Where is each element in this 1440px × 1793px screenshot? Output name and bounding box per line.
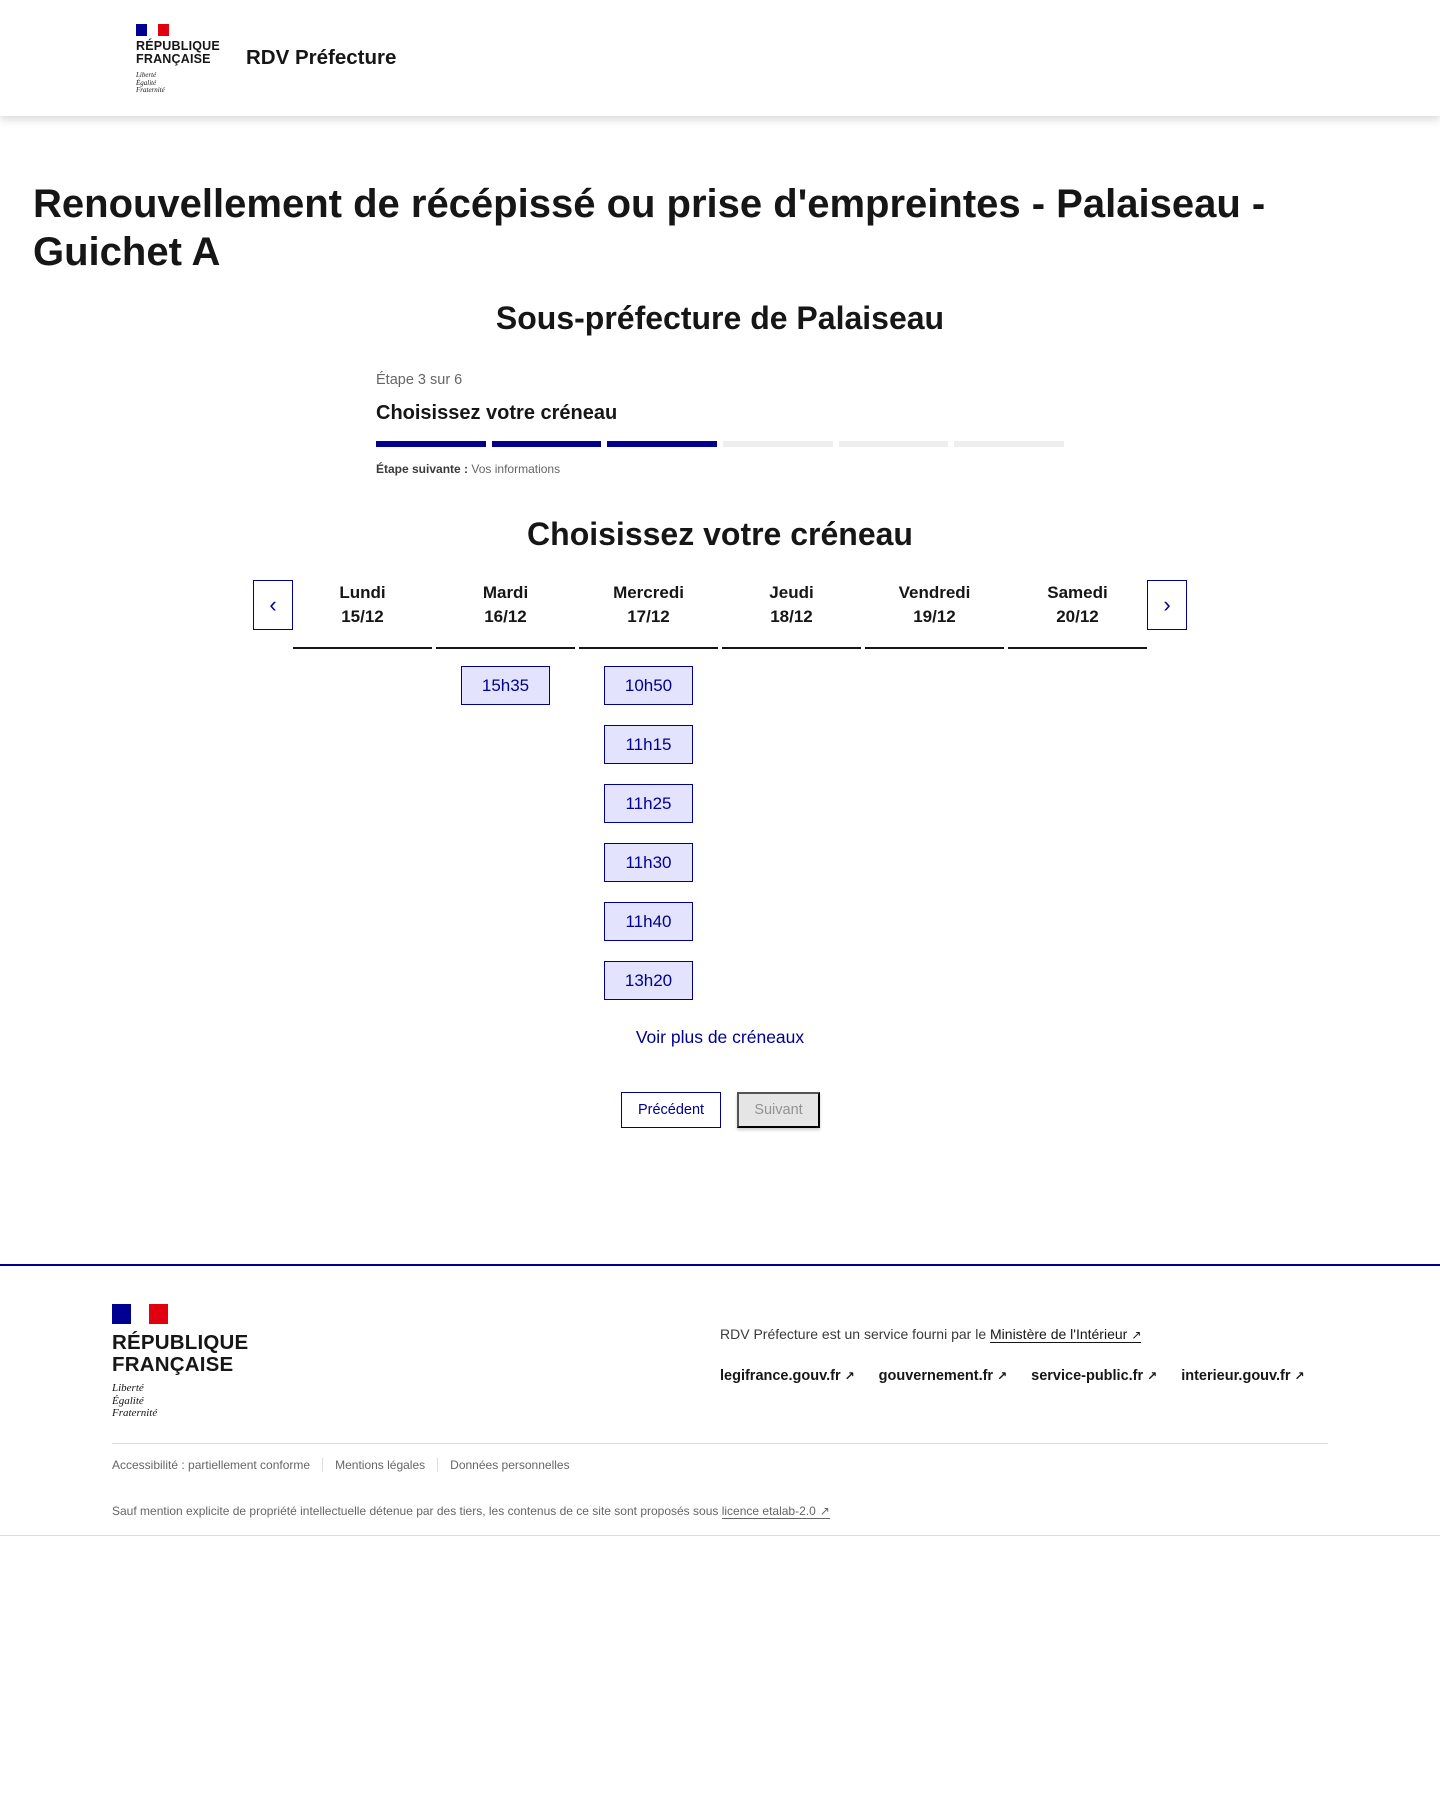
footer-links — [720, 1368, 1305, 1384]
day-date: 16/12 — [484, 607, 527, 626]
external-link-icon: ↗ — [1131, 1328, 1142, 1342]
day-header — [293, 580, 432, 649]
day-date: 15/12 — [341, 607, 384, 626]
external-link-icon: ↗ — [819, 1504, 830, 1518]
footer-bottom-link[interactable]: Accessibilité : partiellement conforme — [112, 1458, 311, 1472]
day-name: Vendredi — [898, 583, 971, 602]
external-link-icon: ↗ — [1147, 1369, 1158, 1383]
day-name: Samedi — [1047, 583, 1108, 602]
day-date: 17/12 — [627, 607, 670, 626]
footer-logo-text: RÉPUBLIQUE FRANÇAISE — [112, 1331, 249, 1376]
next-button[interactable]: Suivant — [737, 1092, 820, 1128]
stepper-bar — [723, 441, 833, 447]
stepper-next-step: Étape suivante : Vos informations — [376, 462, 561, 476]
ministry-link[interactable]: Ministère de l'Intérieur ↗ — [990, 1326, 1142, 1342]
footer-external-link[interactable]: gouvernement.fr ↗ — [878, 1368, 1008, 1384]
marianne-flag-icon — [112, 1304, 168, 1324]
time-slot-button[interactable]: 11h30 — [604, 843, 693, 882]
site-header — [0, 0, 1440, 116]
day-name: Mercredi — [613, 583, 684, 602]
republique-francaise-logo[interactable] — [136, 24, 222, 95]
next-week-button[interactable] — [1147, 580, 1187, 630]
external-link-icon: ↗ — [844, 1369, 855, 1383]
time-slot-button[interactable]: 11h40 — [604, 902, 693, 941]
page-title: Renouvellement de récépissé ou prise d'empreintes - Palaiseau - Guichet A — [33, 182, 1266, 274]
previous-week-button[interactable] — [253, 580, 293, 630]
footer-bottom-link[interactable]: Mentions légales — [322, 1458, 437, 1472]
stepper-bar — [954, 441, 1064, 447]
day-name: Jeudi — [769, 583, 814, 602]
license-link[interactable]: licence etalab-2.0 ↗ — [721, 1504, 830, 1518]
footer-bottom-links — [112, 1458, 582, 1472]
footer-description: RDV Préfecture est un service fourni par le Ministère de l'Intérieur ↗ — [720, 1326, 1142, 1342]
previous-button[interactable]: Précédent — [621, 1092, 721, 1128]
day-name: Lundi — [339, 583, 386, 602]
stepper-title: Choisissez votre créneau — [376, 402, 618, 424]
footer-external-link[interactable]: service-public.fr ↗ — [1031, 1368, 1158, 1384]
footer-logo-motto: Liberté Égalité Fraternité — [112, 1382, 158, 1419]
footer-republique-francaise-logo[interactable] — [112, 1304, 262, 1420]
stepper-bar — [376, 441, 486, 447]
time-slot-button[interactable]: 11h15 — [604, 725, 693, 764]
logo-text: RÉPUBLIQUE FRANÇAISE — [136, 39, 220, 66]
stepper — [376, 372, 1064, 476]
stepper-bar — [839, 441, 949, 447]
day-header — [436, 580, 575, 649]
day-header — [865, 580, 1004, 649]
logo-motto: Liberté Égalité Fraternité — [136, 71, 165, 94]
external-link-icon: ↗ — [1294, 1369, 1305, 1383]
day-date: 20/12 — [1056, 607, 1099, 626]
stepper-state: Étape 3 sur 6 — [376, 372, 463, 388]
footer-external-link[interactable]: legifrance.gouv.fr ↗ — [720, 1368, 855, 1384]
time-slot-button[interactable]: 11h25 — [604, 784, 693, 823]
day-name: Mardi — [482, 583, 529, 602]
time-slot-button[interactable]: 15h35 — [461, 666, 550, 705]
section-title: Choisissez votre créneau — [527, 516, 913, 552]
footer-divider — [112, 1443, 1328, 1444]
site-footer — [0, 1264, 1440, 1536]
footer-external-link[interactable]: interieur.gouv.fr ↗ — [1181, 1368, 1305, 1384]
chevron-left-icon: ‹ — [269, 592, 277, 617]
more-slots-link[interactable]: Voir plus de créneaux — [635, 1027, 805, 1047]
day-header — [579, 580, 718, 649]
time-slot-button[interactable]: 10h50 — [604, 666, 693, 705]
day-date: 19/12 — [913, 607, 956, 626]
footer-bottom-link[interactable]: Données personnelles — [437, 1458, 581, 1472]
day-header — [1008, 580, 1147, 649]
chevron-right-icon: › — [1163, 592, 1171, 617]
external-link-icon: ↗ — [997, 1369, 1008, 1383]
stepper-bar — [492, 441, 602, 447]
marianne-flag-icon — [136, 24, 169, 36]
stepper-progress — [376, 441, 1064, 447]
time-slot-button[interactable]: 13h20 — [604, 961, 693, 1000]
day-header — [722, 580, 861, 649]
footer-license: Sauf mention explicite de propriété intellectuelle détenue par des tiers, les contenus de ce site sont proposés sous licence etalab-2.0 ↗ — [112, 1504, 830, 1518]
service-name[interactable]: RDV Préfecture — [246, 46, 397, 69]
page-subtitle: Sous-préfecture de Palaiseau — [495, 300, 945, 336]
day-date: 18/12 — [770, 607, 813, 626]
stepper-bar — [607, 441, 717, 447]
